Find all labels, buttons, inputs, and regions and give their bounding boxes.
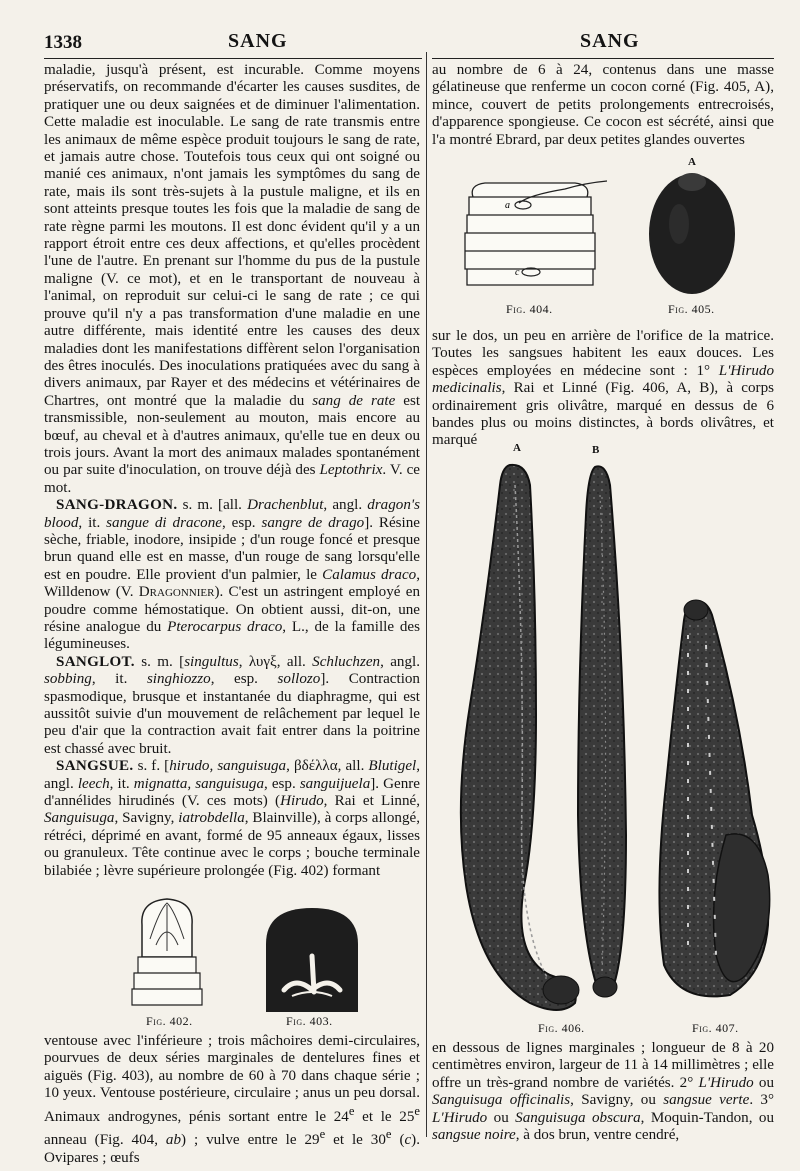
fig-403-caption: Fig. 403. bbox=[286, 1014, 333, 1028]
right-column-text-mid bbox=[432, 328, 774, 450]
right-column-text-top bbox=[432, 62, 774, 149]
header-rule-left bbox=[44, 58, 422, 59]
running-head-right: SANG bbox=[580, 30, 640, 52]
fig-403-leech-jaws-illustration bbox=[262, 904, 362, 1014]
fig-407-caption: Fig. 407. bbox=[692, 1021, 739, 1035]
paragraph-especes: sur le dos, un peu en arrière de l'orifice de la matrice. Toutes les sangsues habitent les eaux douces. Les espèces employées en médecine sont : 1° L'Hirudo medicinalis, Rai et Linné (Fig. 406, A, B), à corps ordinairement gris olivâtre, marqué en dessus de 6 bandes plus ou moins distinctes, à bords olivâtres, et marqué bbox=[432, 328, 774, 449]
left-column-text-bottom bbox=[44, 1033, 420, 1167]
header-rule-right bbox=[432, 58, 774, 59]
paragraph-varietes: en dessous de lignes marginales ; longueur de 8 à 20 centimètres environ, largeur de 11 à 14 millimètres ; elle offre un très-grand nombre de variétés. 2° L'Hirudo ou Sanguisuga officinalis, Savigny, ou sangsue verte. 3° L'Hirudo ou Sanguisuga obscura, Moquin-Tandon, ou sangsue noire, à dos brun, ventre cendré, bbox=[432, 1040, 775, 1144]
right-column-text-bottom bbox=[432, 1040, 774, 1144]
fig-404-leech-segments-illustration bbox=[455, 175, 615, 295]
fig-405-label-a: A bbox=[688, 156, 696, 168]
entry-sangsue: SANGSUE. s. f. [hirudo, sanguisuga, βδέλλα, all. Blutigel, angl. leech, it. mignatta, sanguisuga, esp. sanguijuela]. Genre d'annélides hirudinés (V. ces mots) (Hirudo, Rai et Linné, Sanguisuga, Savigny, iatrobdella, Blainville), à corps allongé, rétréci, déprimé en avant, formé de 95 anneaux égaux, lisses ou granuleux. Tête continue avec le corps ; bouche terminale bilabiée ; lèvre supérieure prolongée (Fig. 402) formant bbox=[44, 758, 420, 879]
fig-406-caption: Fig. 406. bbox=[538, 1021, 585, 1035]
entry-sang-dragon: SANG-DRAGON. s. m. [all. Drachenblut, angl. dragon's blood, it. sangue di dracone, esp. sangre de drago]. Résine sèche, friable, inodore, insipide ; d'un rouge foncé et presque brun quand elle est en masse, d'un rouge de sang lorsqu'elle est en poudre. Elle provient d'un palmier, le Calamus draco, Willdenow (V. Dragonnier). C'est un astringent employé en poudre comme hémostatique. On obtient aussi, dit-on, une résine analogue du Pterocarpus draco, L., de la famille des légumineuses. bbox=[44, 497, 420, 653]
fig-405-cocoon-illustration bbox=[645, 168, 740, 298]
paragraph-sang-de-rate: maladie, jusqu'à présent, est incurable. Comme moyens préservatifs, on recommande d'écarter les causes susdites, de pratiquer une ou deux saignées et de diminuer l'alimentation. Cette maladie est inoculable. Le sang de rate transmis entre les animaux de même espèce produit toujours le sang de rate, et jamais autre chose. Toutefois tous ceux qui ont soigné ou manié ces animaux, n'ont jamais les symptômes du sang de rate, mais ils sont très-sujets à la pustule maligne, et ils en sont atteints presque toutes les fois que la maladie de sang de rate règne parmi les moutons. Il est donc évident qu'il y a un rapport étroit entre ces deux affections, et qu'elles procèdent l'une de l'autre. En prenant sur l'homme du pus de la pustule maligne (V. ce mot), et en le transportant de nouveau à l'animal, on reproduit sur celui-ci le sang de rate ; ce qui prouve qu'il n'y a pas transformation d'une maladie en une autre différente, mais identité entre les causes des deux maladies dont les manifestations diffèrent selon l'organisation des êtres inoculés. Des inoculations pratiquées avec du sang à divers animaux, par Rayer et des médecins et vétérinaires de Chartres, ont montré que la maladie du sang de rate est transmissible, non-seulement au mouton, mais encore au bœuf, au cheval et à d'autres animaux, qu'elle tue en deux ou trois jours. Avant la mort des animaux malades spontanément ou par suite d'inoculation, on trouve déjà des Leptothrix. V. ce mot. bbox=[44, 62, 421, 496]
page-number: 1338 bbox=[44, 32, 82, 53]
fig-402-caption: Fig. 402. bbox=[146, 1014, 193, 1028]
fig-406-407-leech-illustrations bbox=[440, 455, 785, 1015]
fig-406-label-a: A bbox=[513, 442, 521, 454]
fig-404-caption: Fig. 404. bbox=[506, 302, 553, 316]
paragraph-sangsue-continued: ventouse avec l'inférieure ; trois mâchoires demi-circulaires, pourvues de deux séries marginales de dentelures fines et aiguës (Fig. 403), au nombre de 60 à 70 dans chaque série ; 10 yeux. Ventouse postérieure, circulaire ; anus un peu dorsal. Animaux androgynes, pénis sortant entre le 24e et le 25e anneau (Fig. 404, ab) ; vulve entre le 29e et le 30e (c). Ovipares ; œufs bbox=[44, 1033, 420, 1166]
paragraph-cocon: au nombre de 6 à 24, contenus dans une masse gélatineuse que renferme un cocon corné (Fig. 405, A), mince, couvert de petits prolongements entrecroisés, d'apparence spongieuse. Ce cocon est sécrété, ainsi que l'a montré Ebrard, par deux petites glandes ouvertes bbox=[432, 62, 774, 148]
column-divider bbox=[426, 52, 427, 1137]
entry-sanglot: SANGLOT. s. m. [singultus, λυγξ, all. Schluchzen, angl. sobbing, it. singhiozzo, esp. sollozo]. Contraction spasmodique, brusque et instantanée du diaphragme, qui est aussitôt suivie d'un mouvement de relâchement par lequel le peu d'air que la contraction avait fait entrer dans la poitrine est chassé avec bruit. bbox=[44, 653, 420, 757]
svg-text:a: a bbox=[505, 200, 510, 211]
running-head-left: SANG bbox=[228, 30, 288, 52]
fig-402-leech-mouth-illustration bbox=[120, 895, 215, 1017]
fig-406-label-b: B bbox=[592, 444, 600, 456]
svg-text:c: c bbox=[515, 267, 520, 278]
left-column-text bbox=[44, 62, 420, 880]
fig-405-caption: Fig. 405. bbox=[668, 302, 715, 316]
